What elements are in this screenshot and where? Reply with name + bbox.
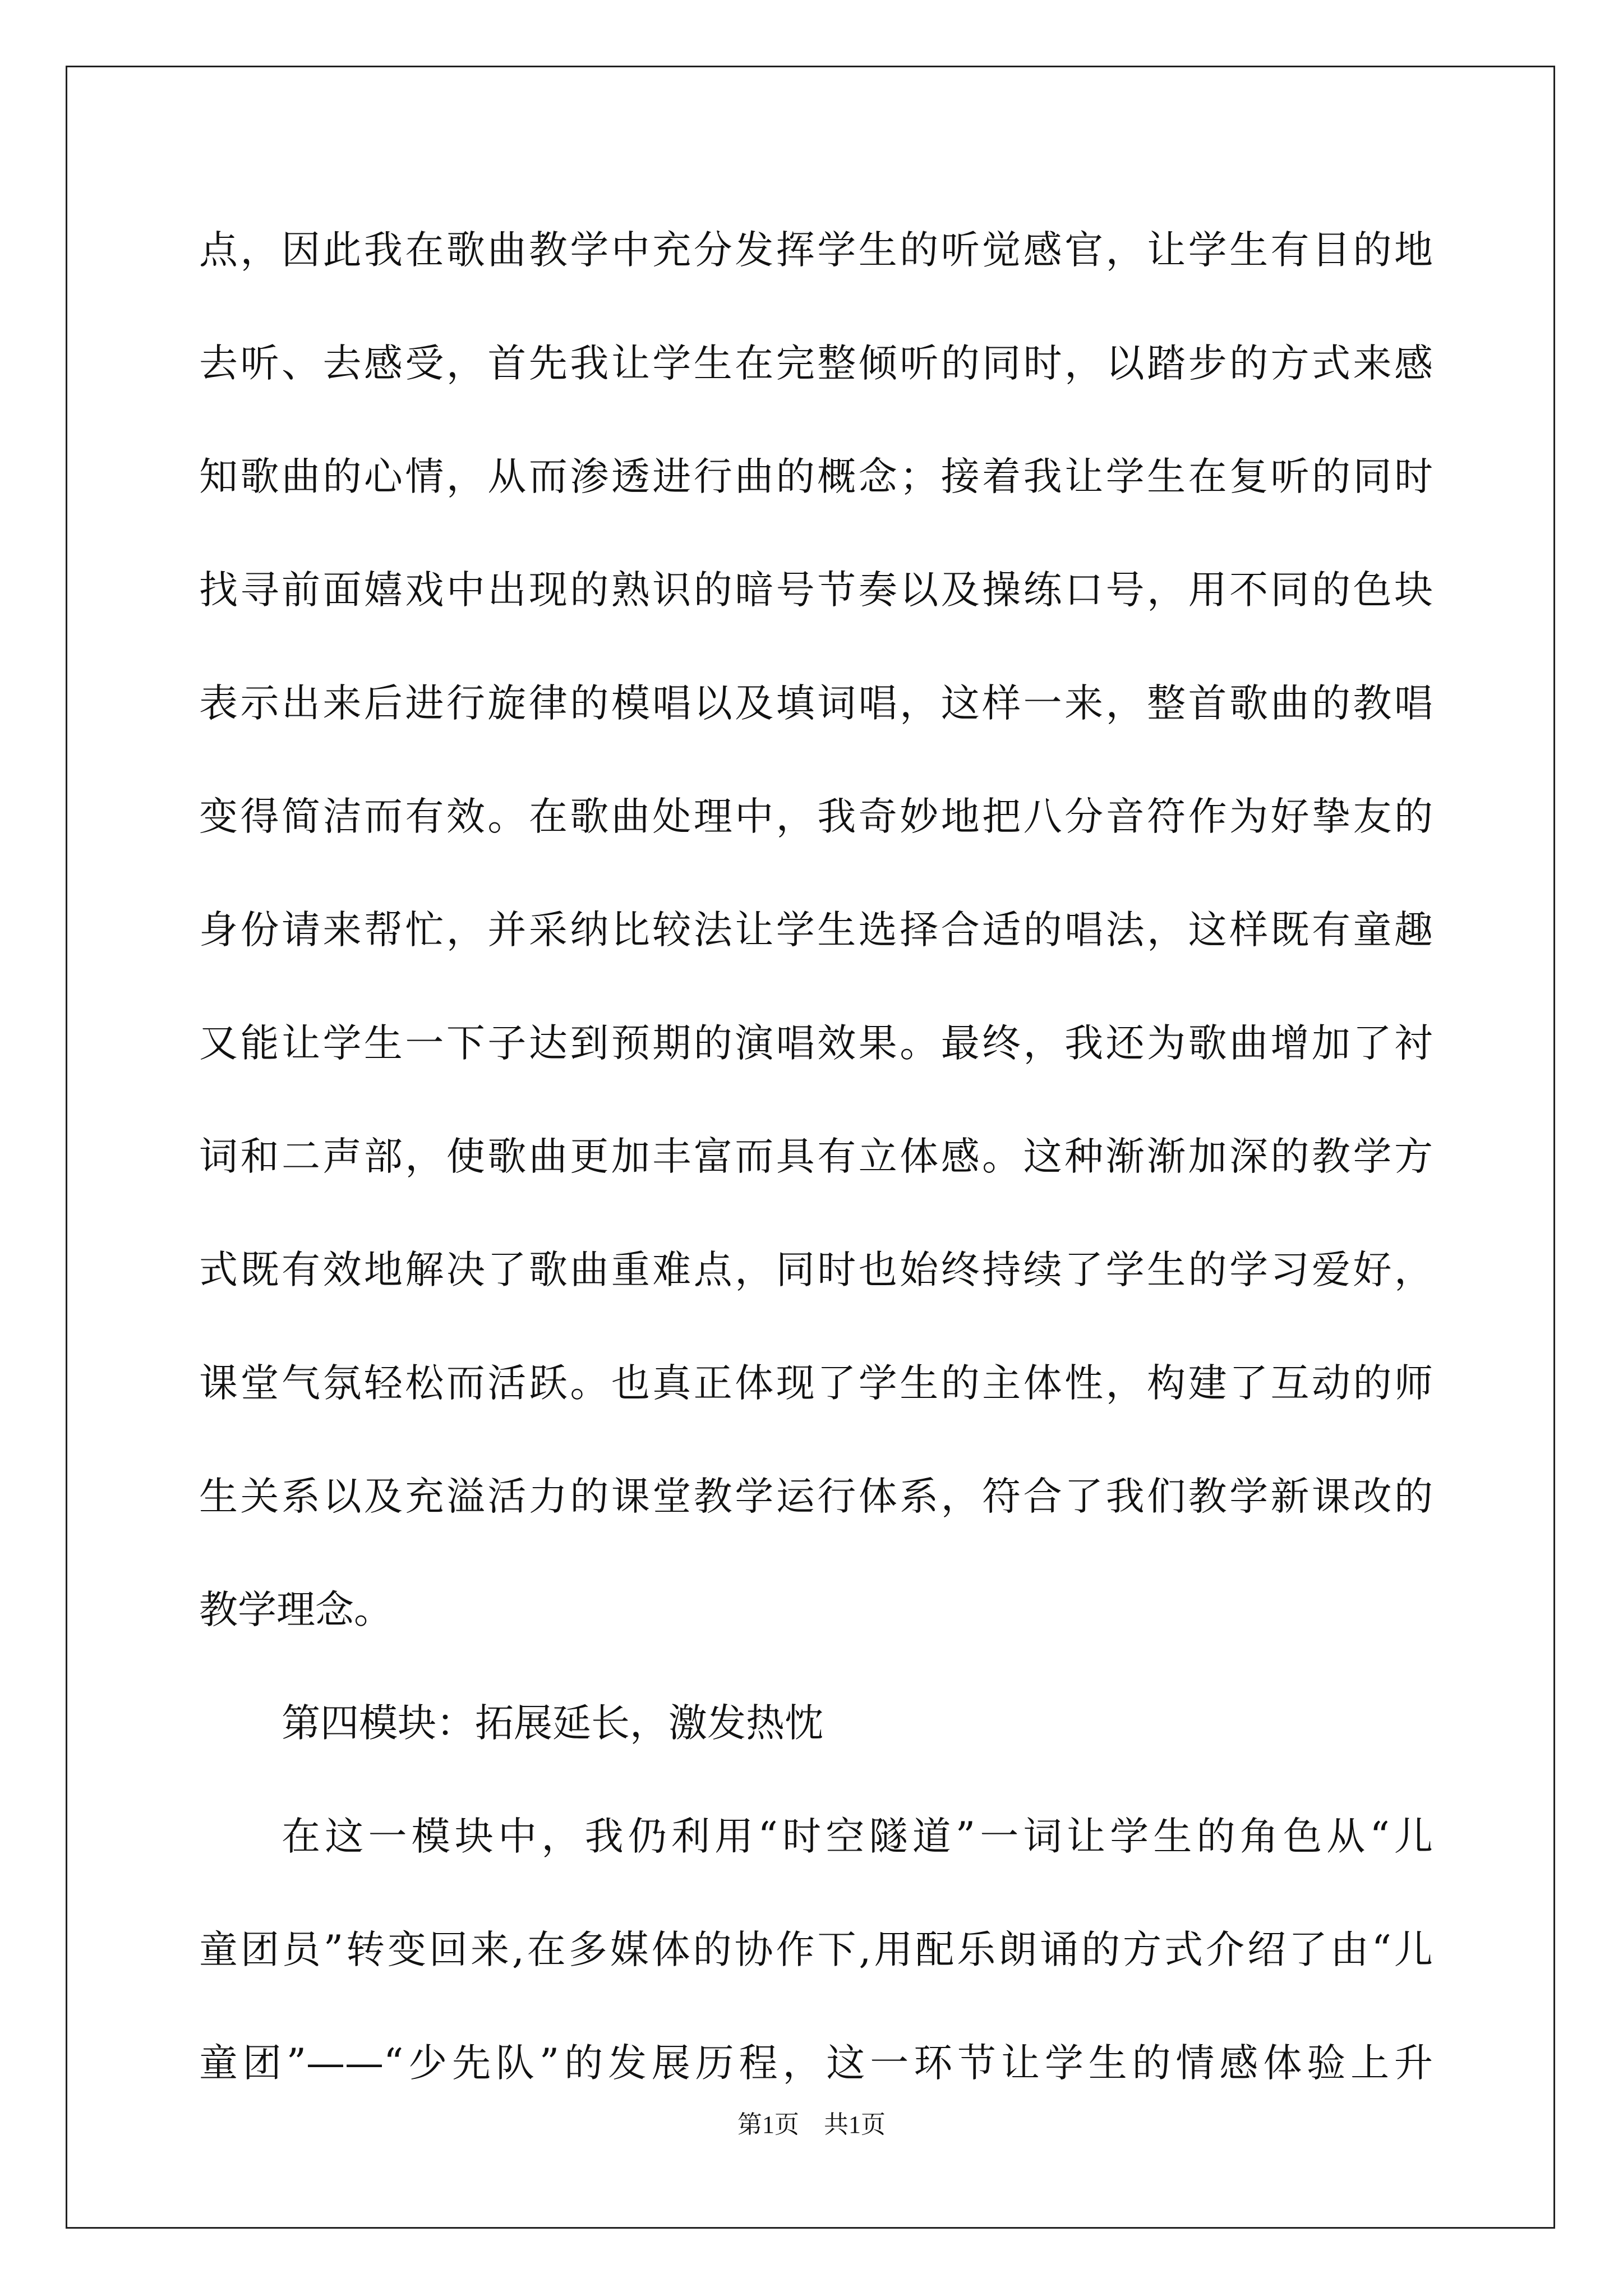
text-line: 生关系以及充溢活力的课堂教学运行体系，符合了我们教学新课改的 bbox=[199, 1474, 1433, 1519]
text-line: 式既有效地解决了歌曲重难点，同时也始终持续了学生的学习爱好， bbox=[199, 1248, 1433, 1292]
text-line: 变得简洁而有效。在歌曲处理中，我奇妙地把八分音符作为好挚友的 bbox=[199, 794, 1433, 839]
text-line: 童团”——“少先队”的发展历程，这一环节让学生的情感体验上升 bbox=[199, 2041, 1433, 2086]
text-line: 去听、去感受，首先我让学生在完整倾听的同时，以踏步的方式来感 bbox=[199, 341, 1433, 386]
page-number-footer: 第1页 共1页 bbox=[737, 2111, 886, 2138]
text-line: 找寻前面嬉戏中出现的熟识的暗号节奏以及操练口号，用不同的色块 bbox=[199, 568, 1433, 613]
text-line: 童团员”转变回来,在多媒体的协作下,用配乐朗诵的方式介绍了由“儿 bbox=[199, 1927, 1433, 1972]
section-heading: 第四模块：拓展延长，激发热忱 bbox=[282, 1701, 823, 1746]
document-body bbox=[199, 210, 1433, 2137]
text-line: 知歌曲的心情，从而渗透进行曲的概念；接着我让学生在复听的同时 bbox=[199, 454, 1433, 499]
text-line: 词和二声部，使歌曲更加丰富而具有立体感。这种渐渐加深的教学方 bbox=[199, 1134, 1433, 1179]
text-line: 在这一模块中，我仍利用“时空隧道”一词让学生的角色从“儿 bbox=[282, 1814, 1433, 1859]
text-line: 教学理念。 bbox=[199, 1588, 393, 1632]
text-line: 课堂气氛轻松而活跃。也真正体现了学生的主体性，构建了互动的师 bbox=[199, 1361, 1433, 1406]
text-line: 点，因此我在歌曲教学中充分发挥学生的听觉感官，让学生有目的地 bbox=[199, 228, 1433, 273]
text-line: 身份请来帮忙，并采纳比较法让学生选择合适的唱法，这样既有童趣 bbox=[199, 908, 1433, 953]
text-line: 表示出来后进行旋律的模唱以及填词唱，这样一来，整首歌曲的教唱 bbox=[199, 681, 1433, 726]
text-line: 又能让学生一下子达到预期的演唱效果。最终，我还为歌曲增加了衬 bbox=[199, 1021, 1433, 1066]
